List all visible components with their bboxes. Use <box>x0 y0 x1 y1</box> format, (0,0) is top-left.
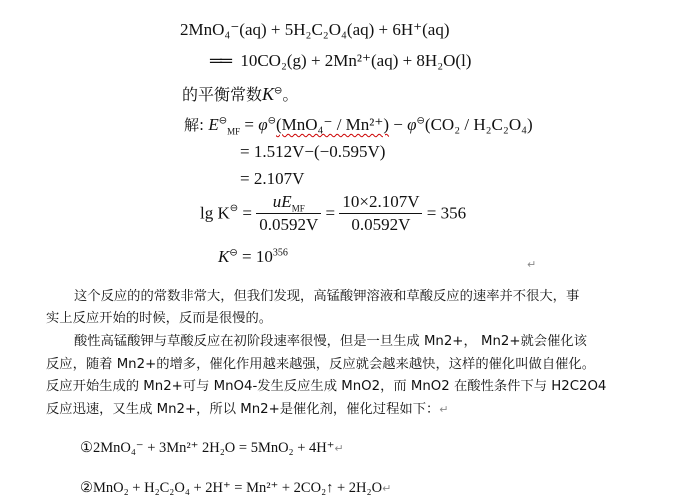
paragraph-1-line-1: 这个反应的的常数非常大，但我们发现，高锰酸钾溶液和草酸反应的速率并不很大，事 <box>74 289 580 304</box>
equilibrium-intro <box>182 82 298 105</box>
solution-label: 解: <box>184 116 205 134</box>
step-2 <box>80 480 391 497</box>
phi-symbol-1: φ <box>258 115 268 134</box>
final-k-theta: ⊖ <box>229 247 238 259</box>
fraction-1-den: 0.0592V <box>259 215 319 234</box>
paragraph-2-line-2: 反应，随着 Mn2+的增多，催化作用越来越强，反应就会越来越快，这样的催化叫做自催化。 <box>46 357 596 372</box>
lgk-result: = 356 <box>426 203 467 223</box>
step-1-text: ①2MnO₄⁻ + 3Mn²⁺ 2H₂O = 5MnO₂ + 4H⁺ <box>80 440 335 456</box>
fraction-1 <box>256 192 321 235</box>
fraction-1-num: uE <box>272 192 292 211</box>
final-k-base: = 10 <box>241 247 273 266</box>
period: 。 <box>282 85 299 104</box>
reaction-reactants <box>180 20 450 40</box>
fraction-2 <box>339 192 422 235</box>
reaction-products <box>210 51 471 71</box>
phi-symbol-2: φ <box>407 115 417 134</box>
return-mark-3: ↵ <box>334 442 344 455</box>
paragraph-2-line-3: 反应开始生成的 Mn2+可与 MnO4-发生反应生成 MnO2，而 MnO2 在酸性条件下与 H2C2O4 <box>46 379 607 394</box>
lgk-prefix: lg K <box>200 203 230 223</box>
phi-theta-1: ⊖ <box>267 115 276 127</box>
solution-line1: 解: $E^⊖_{MF} = \varphi^⊖(MnO_4^- / Mn^{2+}) - \varphi^⊖(CO_2 / H_2C_2O_4)$ <box>184 115 533 137</box>
reaction-products-text: 10CO₂(g) + 2Mn²⁺(aq) + 8H₂O(l) <box>240 51 472 70</box>
e-theta: ⊖ <box>218 115 228 127</box>
paragraph-2-line-4 <box>46 398 449 417</box>
phi-term-2: (CO₂ / H₂C₂O₄) <box>424 115 533 134</box>
paragraph-2-line-1: 酸性高锰酸钾与草酸反应在初阶段速率很慢，但是一旦生成 Mn2+， Mn2+就会催化该 <box>74 334 587 349</box>
step-1 <box>80 440 344 457</box>
minus-sign: − <box>389 115 408 134</box>
return-mark-4: ↵ <box>382 482 392 495</box>
paragraph-2-line-4-text: 反应迅速，又生成 Mn2+，所以 Mn2+是催化剂，催化过程如下： <box>46 402 440 417</box>
e-sub: MF <box>227 126 241 137</box>
phi-theta-2: ⊖ <box>416 115 425 127</box>
solution-line2-text: = 1.512V−(−0.595V) <box>240 142 386 161</box>
final-k-line <box>218 247 288 267</box>
e-symbol: E <box>208 115 219 134</box>
phi-term-1: (MnO₄⁻ / Mn²⁺) <box>276 115 390 134</box>
solution-line2 <box>240 142 385 162</box>
paragraph-1-line-2: 实上反应开始的时候，反而是很慢的。 <box>46 311 273 326</box>
solution-line3 <box>240 169 304 189</box>
reaction-reactants-text: 2MnO₄⁻(aq) + 5H₂C₂O₄(aq) + 6H⁺(aq) <box>180 20 450 39</box>
lgk-theta: ⊖ <box>229 202 239 214</box>
equilibrium-intro-text: 的平衡常数 <box>182 85 263 104</box>
return-mark-1: ↵ <box>527 258 537 271</box>
fraction-2-num: 10×2.107V <box>339 192 422 214</box>
return-mark-2: ↵ <box>439 403 449 416</box>
solution-line3-text: = 2.107V <box>240 169 305 188</box>
reaction-arrow: ══ <box>210 51 231 70</box>
k-symbol: K <box>262 84 275 104</box>
fraction-2-den: 0.0592V <box>351 215 411 234</box>
lgk-line: lg K⊖ = $\frac{uE_{MF}}{0.0592V}$ = $\frac{10\times 2.107V}{0.0592V}$ = 356 <box>200 192 467 234</box>
step-2-text: ②MnO₂ + H₂C₂O₄ + 2H⁺ = Mn²⁺ + 2CO₂↑ + 2H₂O <box>80 480 383 496</box>
final-k-exp: 356 <box>272 247 288 259</box>
theta-symbol: ⊖ <box>274 85 283 97</box>
final-k-symbol: K <box>218 247 230 266</box>
fraction-1-num-sub: MF <box>291 203 305 214</box>
